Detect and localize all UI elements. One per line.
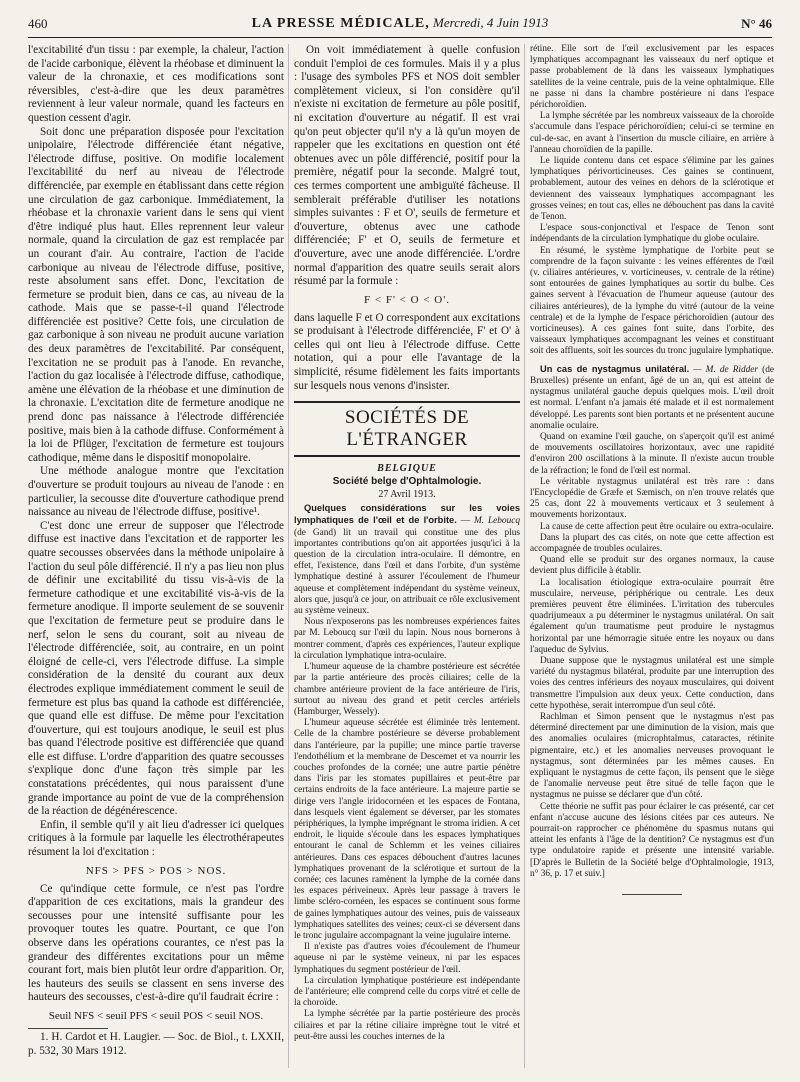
paragraph: L'humeur aqueuse de la chambre postérieure est sécrétée par la partie antérieure des procès ciliaires; celle de la chambre antérieure provient de la face antérieure de l'iris, surtout au niveau des grand et petit cercles artériels (Hamburger, Wessely). [294, 662, 520, 717]
page-number: 460 [28, 16, 48, 31]
footnote-rule [28, 1028, 108, 1029]
paragraph: Nous n'exposerons pas les nombreuses expériences faites par M. Leboucq sur l'œil du lapin. Nous nous bornerons à montrer comment, d'après ces expériences, l'auteur explique la circulation lymphatique intra-oculaire. [294, 617, 520, 661]
case-title: Un cas de nystagmus unilatéral. [540, 363, 690, 374]
session-date: 27 Avril 1913. [378, 489, 436, 501]
paragraph: Enfin, il semble qu'il y ait lieu d'adresser ici quelques critiques à la formule par laquelle les électrothérapeutes résument la loi d'excitation : [28, 818, 284, 859]
paragraph: l'excitabilité d'un tissu : par exemple, la chaleur, l'action de l'acide carbonique, élèvent la rhéobase et diminuent la valeur de la chronaxie, et ces modifications sont réversibles, c'est-à-dire que les deux paramètres reviennent à leur valeur normale, quand les facteurs en question cessent d'agir. [28, 44, 284, 124]
article-author: M. Leboucq [473, 516, 520, 527]
formula-threshold: Seuil NFS < seuil PFS < seuil POS < seuil NOS. [48, 1009, 264, 1022]
column-left [28, 44, 284, 1072]
paragraph: Quand elle se produit sur des organes normaux, la cause devient plus difficile à établir. [530, 555, 774, 577]
country-heading: BELGIQUE [377, 463, 437, 475]
paragraph: La lymphe sécrétée par la partie postérieure des procès ciliaires et par la rétine ciliaire imprègne tout le vitré et peut-être aussi les couches internes de la [294, 1009, 520, 1042]
footnote: 1. H. Cardot et H. Laugier. — Soc. de Biol., t. LXXII, p. 532, 30 Mars 1912. [28, 1030, 284, 1057]
paragraph: Dans la plupart des cas cités, on note que cette affection est accompagnée de troubles oculaires. [530, 532, 774, 554]
issue-number: N° 46 [741, 16, 772, 31]
column-middle [294, 44, 520, 1072]
paragraph: Le véritable nystagmus unilatéral est très rare : dans l'Encyclopédie de Græfe et Sæmisch, on n'en trouve relatés que 25 cas, dont 22 à mouvements verticaux et 3 seulement à mouvements horizontaux. [530, 476, 774, 521]
column-divider [524, 44, 525, 1068]
paragraph: En résumé, le système lymphatique de l'orbite peut se comprendre de la façon suivante : les veines efférentes de l'œil (v. ciliaires antérieures, v. vorticineuses, v. centrale de la rétine) sont entourées de gaines lymphatiques au sortir du bulbe. Ces gaines servent à l'évacuation de l'humeur aqueuse (autour des ciliaires antérieures), de la lymphe du vitré (autour de la veine centrale) et de la lymphe de l'espace périchoroïdien (autour des vorticineuses). A ces gaines font suite, dans l'orbite, des vaisseaux lymphatiques accompagnant les veines et constituant soit des affluents, soit les sources du tronc jugulaire lymphatique. [530, 245, 774, 357]
paragraph: dans laquelle F et O correspondent aux excitations se produisant à l'électrode différenciée, F' et O' à celles qui ont lieu à l'électrode diffuse. Cette notation, qui a pour elle l'avantage de la simplicité, résume fidèlement les faits importants sur lesquels nous venons d'insister. [294, 311, 520, 392]
paragraph: rétine. Elle sort de l'œil exclusivement par les espaces lymphatiques accompagnant les vaisseaux du nerf optique et passe probablement de là dans les vaisseaux lymphatiques satellites de la veine centrale, puis de la veine ophtalmique. Elle ne passe ni dans la chambre postérieure ni dans l'espace périchoroïdien. [530, 44, 774, 111]
paragraph: La lymphe sécrétée par les nombreux vaisseaux de la choroïde s'accumule dans l'espace périchoroïdien; celui-ci se termine en cul-de-sac, en avant à l'insertion du muscle ciliaire, en arrière à l'anneau choroïdien de la papille. [530, 111, 774, 155]
formula: NFS > PFS > POS > NOS. [85, 864, 227, 877]
paragraph: Il n'existe pas d'autres voies d'écoulement de l'humeur aqueuse ni par le système veineux, ni par les espaces lymphatiques du segment postérieur de l'œil. [294, 942, 520, 975]
paragraph: C'est donc une erreur de supposer que l'électrode diffuse est inactive dans l'excitation et de rapporter les quatre secousses observées dans la méthode unipolaire à l'action du seul pôle différencié. Il n'y a pas lieu non plus de définir une excitabilité du tissu vis-à-vis de la fermeture cathodique et une excitabilité vis-à-vis de la fermeture anodique. Il importe seulement de se souvenir que l'excitation de fermeture peut se produire dans le nerf, selon le sens du courant, soit au niveau de l'électrode différenciée, soit, au contraire, en un point éloigné de celle-ci, vers l'électrode diffuse. La simple considération de la densité du courant aux deux électrodes explique immédiatement comment le seuil de fermeture est plus bas quand la cathode est différenciée, que quand elle est diffuse. De même pour l'excitation d'ouverture, qui est toujours anodique, le seuil est plus bas quand l'électrode positive est différenciée que quand elle est diffuse. L'ordre d'apparition des quatre secousses s'explique donc d'une façon très simple par les constatations précédentes, qui nous paraissent d'une grande importance au point de vue de la compréhension de la réaction de dégénérescence. [28, 519, 284, 818]
case-author: — M. de Ridder [693, 364, 759, 375]
paragraph: La localisation étiologique extra-oculaire pourrait être musculaire, nerveuse, périphérique ou centrale. Les deux premières peuvent être éliminées. L'irritation des tubercules quadrijumeaux a pu déterminer le nystagmus unilatéral. On sait également qu'un traumatisme peut produire le nystagmus horizontal par une hémorragie située entre les noyaux ou dans l'aqueduc de Sylvius. [530, 577, 774, 655]
column-right [530, 44, 774, 1072]
paragraph [530, 364, 774, 432]
society-heading: Société belge d'Ophtalmologie. [332, 476, 482, 488]
formula: F < F' < O < O'. [364, 293, 450, 306]
paragraph: L'humeur aqueuse sécrétée est éliminée très lentement. Celle de la chambre postérieure se déverse probablement dans l'antérieure, par la pupille; une mince partie traverse l'endothélium et la membrane de Descemet et va nourrir les couches profondes de la cornée; une autre partie pénètre dans l'iris par les stomates pupillaires et peut-être par certains endroits de la face antérieure. La majeure partie se dirige vers l'angle iridocornéen et les espaces de Fontana, dans lesquels vient également se déverser, par les stomates périphériques, la lymphe imprégnant le stroma iridien. A cet endroit, le liquide s'écoule dans les espaces lymphatiques entourant le canal de Schlemm et les veines ciliaires antérieures. Dans ces espaces débouchent d'autres lacunes lymphatiques provenant de la sclérotique et surtout de la cornée; ces lacunes ramènent la lymphe de la cornée dans les espaces périveineux. Après leur passage à travers le limbe scléro-cornéen, les espaces se continuent sous forme de gaines lymphatiques autour des veines, puis de vaisseaux lymphatiques satellites des veines; ceux-ci se déversent dans le tronc jugulaire accompagnant la veine jugulaire interne. [294, 718, 520, 941]
header-rule [28, 37, 772, 38]
paragraph: Le liquide contenu dans cet espace s'élimine par les gaines lymphatiques périvorticineuses. Ces gaines se continuent, probablement, autour des veines en dehors de la sclérotique et deviennent des vaisseaux lymphatiques accompagnant les grosses veines; en tout cas, elles ne débouchent pas dans la cavité de Tenon. [530, 156, 774, 223]
paragraph: L'espace sous-conjonctival et l'espace de Tenon sont indépendants de la circulation lymphatique du globe oculaire. [530, 223, 774, 245]
paragraph: Une méthode analogue montre que l'excitation d'ouverture se produit toujours au niveau de l'anode : en particulier, la secousse dite d'ouverture cathodique prend naissance au niveau de l'électrode diffuse, positive¹. [28, 465, 284, 519]
case-text: (de Bruxelles) présente un enfant, âgé de un an, qui est atteint de nystagmus unilatéral gauche depuis quelques mois. L'œil droit est normal. L'enfant n'a jamais été malade et il est normalement développé. Les parents sont bien portants et ne présentent aucune anomalie oculaire. [530, 364, 774, 431]
paragraph: Duane suppose que le nystagmus unilatéral est une simple variété du nystagmus bilatéral, produite par une interruption des voies des centres inférieurs des noyaux musculaires, qui doivent transmettre l'impulsion aux deux yeux. Cette conduction, dans cette hypothèse, serait interrompue d'un seul côté. [530, 655, 774, 711]
paragraph: Quelques considérations sur les voies lymphatiques de l'œil et de l'orbite. — M. Leboucq (de Gand) lit un travail qui constitue une des plus importantes contributions qu'on ait apportées jusqu'ici à la question de la circulation intra-oculaire. Il démontre, en effet, l'existence, dans l'œil et dans l'orbite, d'un système lymphatique destiné à assurer l'écoulement de l'humeur aqueuse et complètement indépendant du système veineux, alors que, jusqu'à ce jour, on attribuait ce rôle exclusivement au système veineux. [294, 503, 520, 617]
paragraph: Cette théorie ne suffit pas pour éclairer le cas présenté, car cet enfant n'accuse aucune des lésions citées par ces auteurs. Ne pourrait-on rapprocher ce phénomène du spasmus nutans qui atteint les enfants à l'âge de la dentition? Ce nystagmus est d'un type ondulatoire rapide et présente une intensité variable. [D'après le Bulletin de la Société belge d'Ophtalmologie, 1913, n° 36, p. 17 et suiv.] [530, 801, 774, 879]
page-header [28, 14, 772, 34]
column-divider [288, 44, 289, 1068]
section-heading: SOCIÉTÉS DE L'ÉTRANGER [294, 401, 520, 457]
paragraph: Ce qu'indique cette formule, ce n'est pas l'ordre d'apparition de ces excitations, mais la grandeur des secousses pour une intensité suffisante pour les provoquer toutes les quatre. Pourtant, ce que l'on observe dans les opérations courantes, ce n'est pas la grandeur des différentes excitations pour un même courant fort, mais bien plutôt leur ordre d'apparition. Or, les hauteurs des seuils se classent en sens inverse des hauteurs des secousses, c'est-à-dire qu'il faudrait écrire : [28, 882, 284, 1004]
issue-date: Mercredi, 4 Juin 1913 [433, 15, 549, 30]
journal-title [28, 15, 772, 32]
paragraph: Quand on examine l'œil gauche, on s'aperçoit qu'il est animé de mouvements oscillatoires horizontaux, avec une rapidité d'environ 200 oscillations à la minute. Il n'existe aucun trouble de la réfraction; le fond de l'œil est normal. [530, 431, 774, 476]
article-title: Quelques considérations sur les voies lymphatiques de l'œil et de l'orbite. [294, 503, 520, 526]
paragraph: La cause de cette affection peut être oculaire ou extra-oculaire. [540, 521, 774, 532]
journal-name: LA PRESSE MÉDICALE, [251, 16, 430, 31]
paragraph: Rachlman et Simon pensent que le nystagmus n'est pas déterminé directement par une diminution de la vision, mais que des anomalies oculaires (microphtalmus, cataractes, rétinite pigmentaire, etc.) et les anomalies nerveuses provoquant le nystagmus, sont déterminées par les mêmes causes. En expliquant le nystagmus de cette façon, ils pensent que le siège de l'anomalie nerveuse peut être situé de telle façon que le nystagmus ne puisse se déclarer que d'un côté. [530, 711, 774, 801]
article-text: (de Gand) lit un travail qui constitue une des plus importantes contributions qu'on ait apportées jusqu'ici à la question de la circulation intra-oculaire. Il démontre, en effet, l'existence, dans l'œil et dans l'orbite, d'un système lymphatique destiné à assurer l'écoulement de l'humeur aqueuse et complètement indépendant du système veineux, alors que, jusqu'à ce jour, on attribuait ce rôle exclusivement au système veineux. [294, 527, 520, 617]
paragraph: Soit donc une préparation disposée pour l'excitation unipolaire, l'électrode différenciée étant négative, l'électrode diffuse, positive. On modifie localement l'excitabilité du nerf au niveau de l'électrode différenciée, par exemple en établissant dans cette région une circulation de gaz carbonique. Immédiatement, la rhéobase et la chronaxie varient dans le sens qui vient d'être indiqué plus haut. Elles reprennent leur valeur normale, quand la circulation de gaz est remplacée par un courant d'air. Au contraire, l'action de l'acide carbonique au niveau de l'électrode diffuse, positive, reste absolument sans effet. Donc, l'excitation de fermeture se produit bien, dans ce cas, au niveau de la cathode. Mais que se passe-t-il quand l'électrode différenciée est positive? Cette fois, une circulation de gaz carbonique à son niveau ne produit aucune variation des deux paramètres de l'excitabilité. Par conséquent, l'excitation ne se produit pas à l'anode. En revanche, l'action du gaz localisée à l'électrode diffuse, cathodique, amène une élévation de la rhéobase et une diminution de la chronaxie. L'excitation dite de fermeture anodique ne prend donc pas naissance à l'électrode différenciée positive, mais bien à la cathode diffuse. Conformément à la loi de Pflüger, l'excitation de fermeture est toujours cathodique, même dans le dispositif monopolaire. [28, 125, 284, 464]
paragraph: On voit immédiatement à quelle confusion conduit l'emploi de ces formules. Mais il y a plus : l'usage des symboles PFS et NOS doit sembler complètement vicieux, si l'on considère qu'il n'existe ni excitation de fermeture au pôle positif, ni excitation d'ouverture au négatif. Il est vrai qu'on peut objecter qu'il n'y a là qu'un moyen de rappeler que les excitations en question ont été obtenues avec un pôle différencié, positif pour la première, négatif pour la seconde. Malgré tout, ces termes comportent une ambiguïté fâcheuse. Il semblerait préférable d'utiliser les notations simples suivantes : F et O', seuils de fermeture et d'ouverture, obtenus avec une cathode différenciée; F' et O, seuils de fermeture et d'ouverture, avec une anode différenciée. L'ordre normal d'apparition des quatre seuils serait alors résumé par la formule : [294, 44, 520, 288]
paragraph: La circulation lymphatique postérieure est indépendante de l'antérieure; elle comprend celle du corps vitré et celle de la choroïde. [294, 975, 520, 1009]
end-rule [622, 894, 682, 895]
